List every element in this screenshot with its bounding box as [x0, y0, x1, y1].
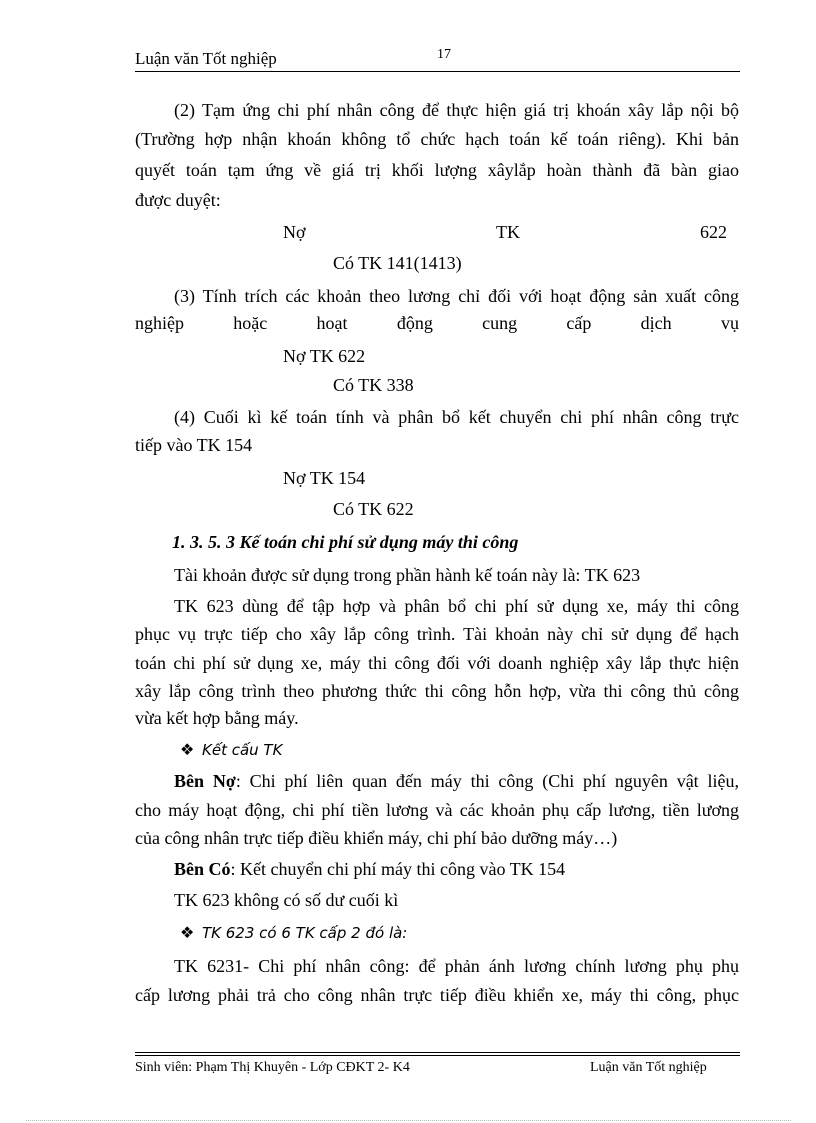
paragraph-line: (2) Tạm ứng chi phí nhân công để thực hiện giá trị khoán xây lắp nội bộ — [174, 100, 739, 120]
debit-label: Bên Nợ — [174, 771, 236, 791]
justified-word: vụ — [720, 313, 739, 333]
paragraph-line: toán chi phí sử dụng xe, máy thi công đối với doanh nghiệp xây lắp thực hiện — [135, 653, 739, 673]
justified-word: hoạt — [316, 313, 348, 333]
bullet-item — [180, 737, 784, 762]
header-title: Luận văn Tốt nghiệp — [135, 49, 277, 68]
justified-word: cấp — [566, 313, 592, 333]
bullet-text: TK 623 có 6 TK cấp 2 đó là: — [202, 924, 408, 942]
footer-rule — [135, 1052, 740, 1053]
entry-debit: Nợ TK 622 — [283, 346, 366, 366]
paragraph-line: quyết toán tạm ứng về giá trị khối lượng xâylắp hoàn thành đã bàn giao — [135, 160, 739, 180]
justified-word: hoặc — [233, 313, 268, 333]
credit-line — [174, 857, 739, 881]
paragraph-line: (3) Tính trích các khoản theo lương chỉ đối với hoạt động sản xuất công — [174, 286, 739, 306]
justified-word-line — [135, 311, 739, 335]
section-heading: 1. 3. 5. 3 Kế toán chi phí sử dụng máy thi công — [172, 532, 519, 552]
bullet-item — [180, 920, 784, 945]
paragraph-line: xây lắp công trình theo phương thức thi công hỗn hợp, vừa thi công thủ công — [135, 681, 739, 701]
paragraph-line: (4) Cuối kì kế toán tính và phân bổ kết chuyển chi phí nhân công trực — [174, 407, 739, 427]
paragraph-line: TK 623 dùng để tập hợp và phân bổ chi phí sử dụng xe, máy thi công — [174, 596, 739, 616]
paragraph-line: (Trường hợp nhận khoán không tổ chức hạch toán kế toán riêng). Khi bản — [135, 129, 739, 149]
page-edge-divider — [26, 1120, 791, 1121]
debit-line — [174, 769, 739, 793]
footer-student: Sinh viên: Phạm Thị Khuyên - Lớp CĐKT 2- K4 — [135, 1060, 410, 1075]
debit-text: : Chi phí liên quan đến máy thi công (Chi phí nguyên vật liệu, — [235, 771, 739, 791]
paragraph-line: của công nhân trực tiếp điều khiển máy, chi phí bảo dưỡng máy…) — [135, 828, 618, 848]
entry-debit-label: Nợ — [283, 222, 306, 242]
header-rule — [135, 71, 740, 72]
paragraph-line: cấp lương phải trả cho công nhân trực tiếp điều khiển xe, máy thi công, phục — [135, 985, 739, 1005]
entry-credit: Có TK 338 — [333, 375, 414, 395]
footer-title: Luận văn Tốt nghiệp — [590, 1060, 707, 1075]
credit-label: Bên Có — [174, 859, 231, 879]
justified-word: nghiệp — [135, 313, 184, 333]
diamond-bullet-icon: ❖ — [180, 923, 195, 942]
entry-credit: Có TK 622 — [333, 499, 414, 519]
paragraph-line: TK 623 không có số dư cuối kì — [174, 890, 399, 910]
paragraph-line: Tài khoản được sử dụng trong phần hành kế toán này là: TK 623 — [174, 565, 641, 585]
paragraph-line: vừa kết hợp bằng máy. — [135, 708, 299, 728]
paragraph-line: TK 6231- Chi phí nhân công: để phản ánh lương chính lương phụ phụ — [174, 956, 739, 976]
entry-debit-number: 622 — [700, 222, 727, 242]
entry-debit: Nợ TK 154 — [283, 468, 366, 488]
paragraph-line: tiếp vào TK 154 — [135, 435, 253, 455]
bullet-text: Kết cấu TK — [202, 741, 283, 759]
credit-text: : Kết chuyển chi phí máy thi công vào TK 154 — [230, 859, 566, 879]
paragraph-line: được duyệt: — [135, 190, 221, 210]
entry-debit-tk: TK — [496, 222, 520, 242]
paragraph-line: cho máy hoạt động, chi phí tiền lương và các khoản phụ cấp lương, tiền lương — [135, 800, 739, 820]
paragraph-line: phục vụ trực tiếp cho xây lắp công trình. Tài khoản này chỉ sử dụng để hạch — [135, 624, 739, 644]
footer-rule — [135, 1055, 740, 1056]
page-number: 17 — [437, 47, 451, 62]
diamond-bullet-icon: ❖ — [180, 740, 195, 759]
entry-credit: Có TK 141(1413) — [333, 253, 462, 273]
justified-word: động — [396, 313, 433, 333]
justified-word: cung — [482, 313, 518, 333]
justified-word: dịch — [640, 313, 672, 333]
